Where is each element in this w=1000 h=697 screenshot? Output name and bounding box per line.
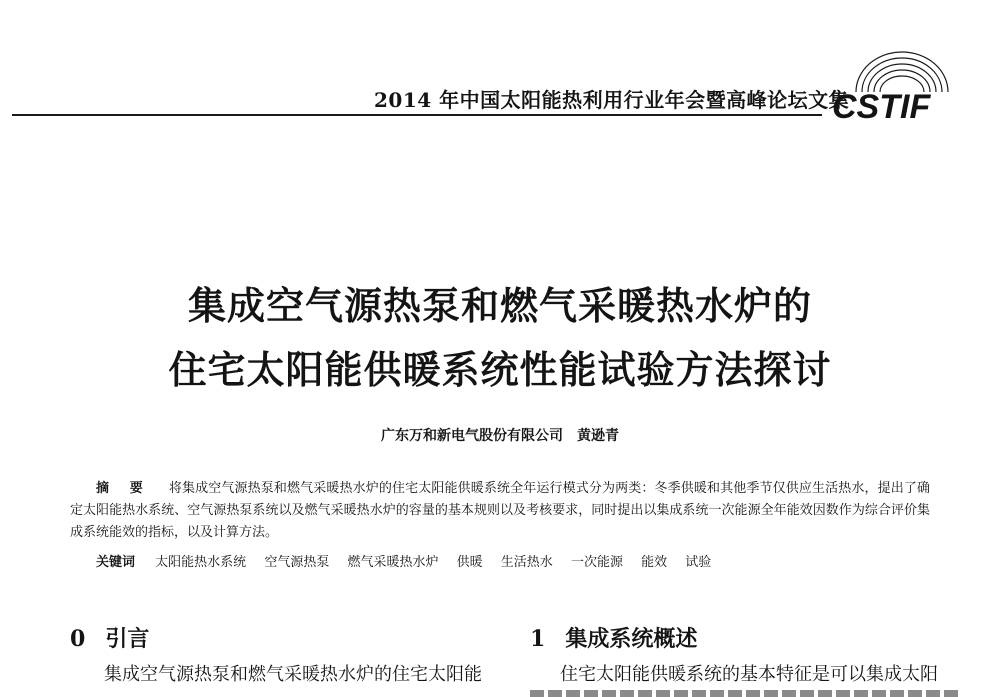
section-number: 1 (530, 626, 546, 652)
keyword: 太阳能热水系统 (155, 555, 247, 570)
cropped-text-line (530, 690, 960, 697)
section-title: 引言 (105, 626, 150, 652)
running-header-title: 2014 年中国太阳能热利用行业年会暨高峰论坛文集 (374, 88, 850, 112)
section-paragraph: 集成空气源热泵和燃气采暖热水炉的住宅太阳能 (104, 664, 482, 685)
author-line (0, 425, 1000, 445)
author-name: 黄逊青 (577, 428, 619, 444)
keyword: 燃气采暖热水炉 (347, 555, 439, 570)
keyword: 一次能源 (570, 555, 623, 570)
keywords (96, 552, 725, 574)
keyword: 供暖 (456, 555, 483, 570)
header-rule (12, 114, 822, 116)
keyword: 生活热水 (500, 555, 553, 570)
logo-text: CSTIF (832, 88, 931, 124)
paper-title-line-1: 集成空气源热泵和燃气采暖热水炉的 (187, 283, 812, 328)
section-title: 集成系统概述 (565, 626, 698, 652)
affiliation: 广东万和新电气股份有限公司 (381, 428, 563, 444)
paper-title (0, 274, 1000, 402)
keyword: 能效 (641, 555, 668, 570)
cstif-logo (828, 48, 978, 124)
abstract-label: 摘 要 (96, 481, 151, 496)
abstract (70, 478, 930, 544)
paper-title-line-2: 住宅太阳能供暖系统性能试验方法探讨 (168, 347, 832, 392)
keyword: 试验 (685, 555, 712, 570)
keywords-label: 关键词 (96, 555, 136, 570)
section-heading-introduction (70, 622, 149, 653)
section-number: 0 (70, 626, 86, 652)
section-paragraph: 住宅太阳能供暖系统的基本特征是可以集成太阳 (560, 664, 938, 685)
keyword: 空气源热泵 (264, 555, 330, 570)
section-heading-system-overview (530, 622, 697, 653)
abstract-text: 将集成空气源热泵和燃气采暖热水炉的住宅太阳能供暖系统全年运行模式分为两类：冬季供暖和其他季节仅供应生活热水，提出了确定太阳能热水系统、空气源热泵系统以及燃气采暖热水炉的容量的基本规则以及考核要求，同时提出以集成系统一次能源全年能效因数作为综合评价集成系统能效的指标，以及计算方法。 (70, 481, 930, 540)
